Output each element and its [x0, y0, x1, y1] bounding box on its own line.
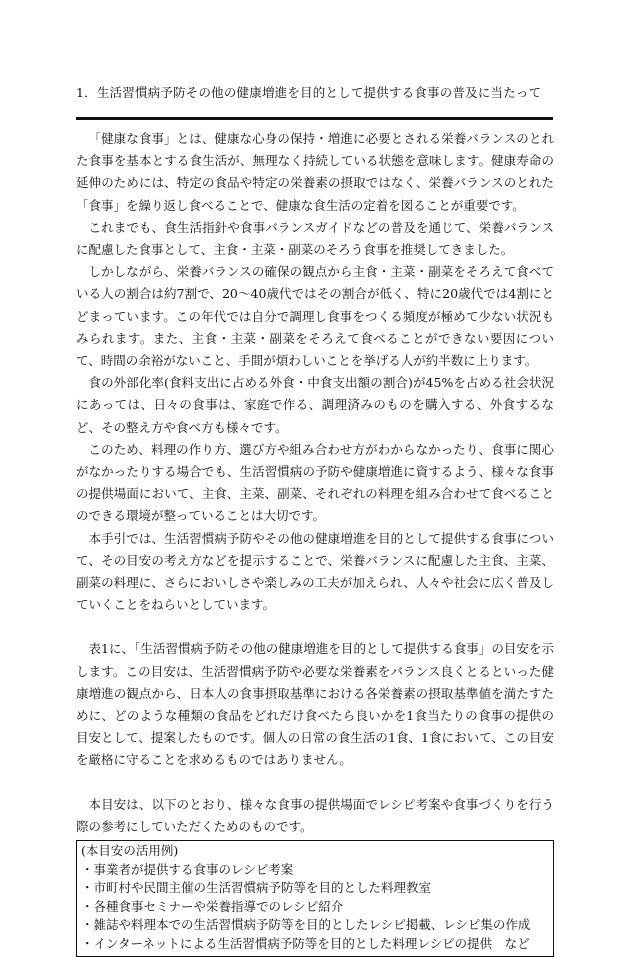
paragraph-past-promotion: これまでも、食生活指針や食事バランスガイドなどの普及を通じて、栄養バランスに配慮した食事として、主食・主菜・副菜のそろう食事を推奨してきました。	[76, 219, 554, 258]
paragraph-spacer	[76, 616, 554, 638]
paragraph-environment: このため、料理の作り方、選び方や組み合わせ方がわからなかったり、食事に関心がなかったりする場合でも、生活習慣病の予防や健康増進に資するよう、様々な食事の提供場面において、主食、主菜、副菜、それぞれの料理を組み合わせて食べることのできる環境が整っていることは大切です。	[76, 441, 554, 524]
paragraph-current-situation: しかしながら、栄養バランスの確保の観点から主食・主菜・副菜をそろえて食べている人の割合は約7割で、20～40歳代ではその割合が低く、特に20歳代では4割にとどまっています。この年代では自分で調理し食事をつくる頻度が極めて少ない状況もみられます。また、主食・主菜・副菜をそろえて食べることができない要因について、時間の余裕がないこと、手間が煩わしいことを挙げる人が約半数に上ります。	[76, 264, 554, 369]
paragraph-table1-guideline: 表1に、「生活習慣病予防その他の健康増進を目的として提供する食事」の目安を示します。この目安は、生活習慣病予防や必要な栄養素をバランス良くとるといった健康増進の観点から、日本人の食事摂取基準における各栄養素の摂取基準値を満たすために、どのような種類の食品をどれだけ食べたら良いかを1食当たりの食事の提供の目安として、提案したものです。個人の日常の食生活の1食、1食において、この目安を厳格に守ることを求めるものではありません。	[76, 641, 554, 768]
paragraph-usage-intro: 本目安は、以下のとおり、様々な食事の提供場面でレシピ考案や食事づくりを行う際の参考にしていただくためのものです。	[76, 796, 554, 834]
document-body	[76, 128, 554, 957]
usage-examples-box	[76, 840, 554, 957]
usage-example-item: ・各種食事セミナーや栄養指導でのレシピ紹介	[81, 898, 344, 914]
usage-example-item: ・市町村や民間主催の生活習慣病予防等を目的とした料理教室	[81, 880, 432, 896]
section-heading: 1．生活習慣病予防その他の健康増進を目的として提供する食事の普及に当たって	[76, 85, 542, 100]
paragraph-externalization-rate: 食の外部化率(食料支出に占める外食・中食支出額の割合)が45%を占める社会状況にあっては、日々の食事は、家庭で作る、調理済みのものを購入する、外食するなど、その整え方や食べ方も様々です。	[76, 375, 554, 435]
paragraph-healthy-diet-definition: 「健康な食事」とは、健康な心身の保持・増進に必要とされる栄養バランスのとれた食事を基本とする食生活が、無理なく持続している状態を意味します。健康寿命の延伸のためには、特定の食品や特定の栄養素の摂取ではなく、栄養バランスのとれた「食事」を繰り返し食べることで、健康な食生活の定着を図ることが重要です。	[76, 131, 554, 213]
usage-example-item: ・事業者が提供する食事のレシピ考案	[81, 861, 294, 877]
paragraph-spacer	[76, 772, 554, 794]
paragraph-guide-purpose: 本手引では、生活習慣病予防やその他の健康増進を目的として提供する食事について、その目安の考え方などを提示することで、栄養バランスに配慮した主食、主菜、副菜の料理に、さらにおいしさや楽しみの工夫が加えられ、人々や社会に広く普及していくことをねらいとしています。	[76, 530, 554, 613]
heading-divider	[76, 117, 553, 120]
usage-example-item: ・インターネットによる生活習慣病予防等を目的とした料理レシピの提供 など	[81, 936, 530, 952]
usage-examples-title: (本目安の活用例)	[81, 843, 179, 859]
usage-example-item: ・雑誌や料理本での生活習慣病予防等を目的としたレシピ掲載、レシピ集の作成	[81, 917, 531, 933]
